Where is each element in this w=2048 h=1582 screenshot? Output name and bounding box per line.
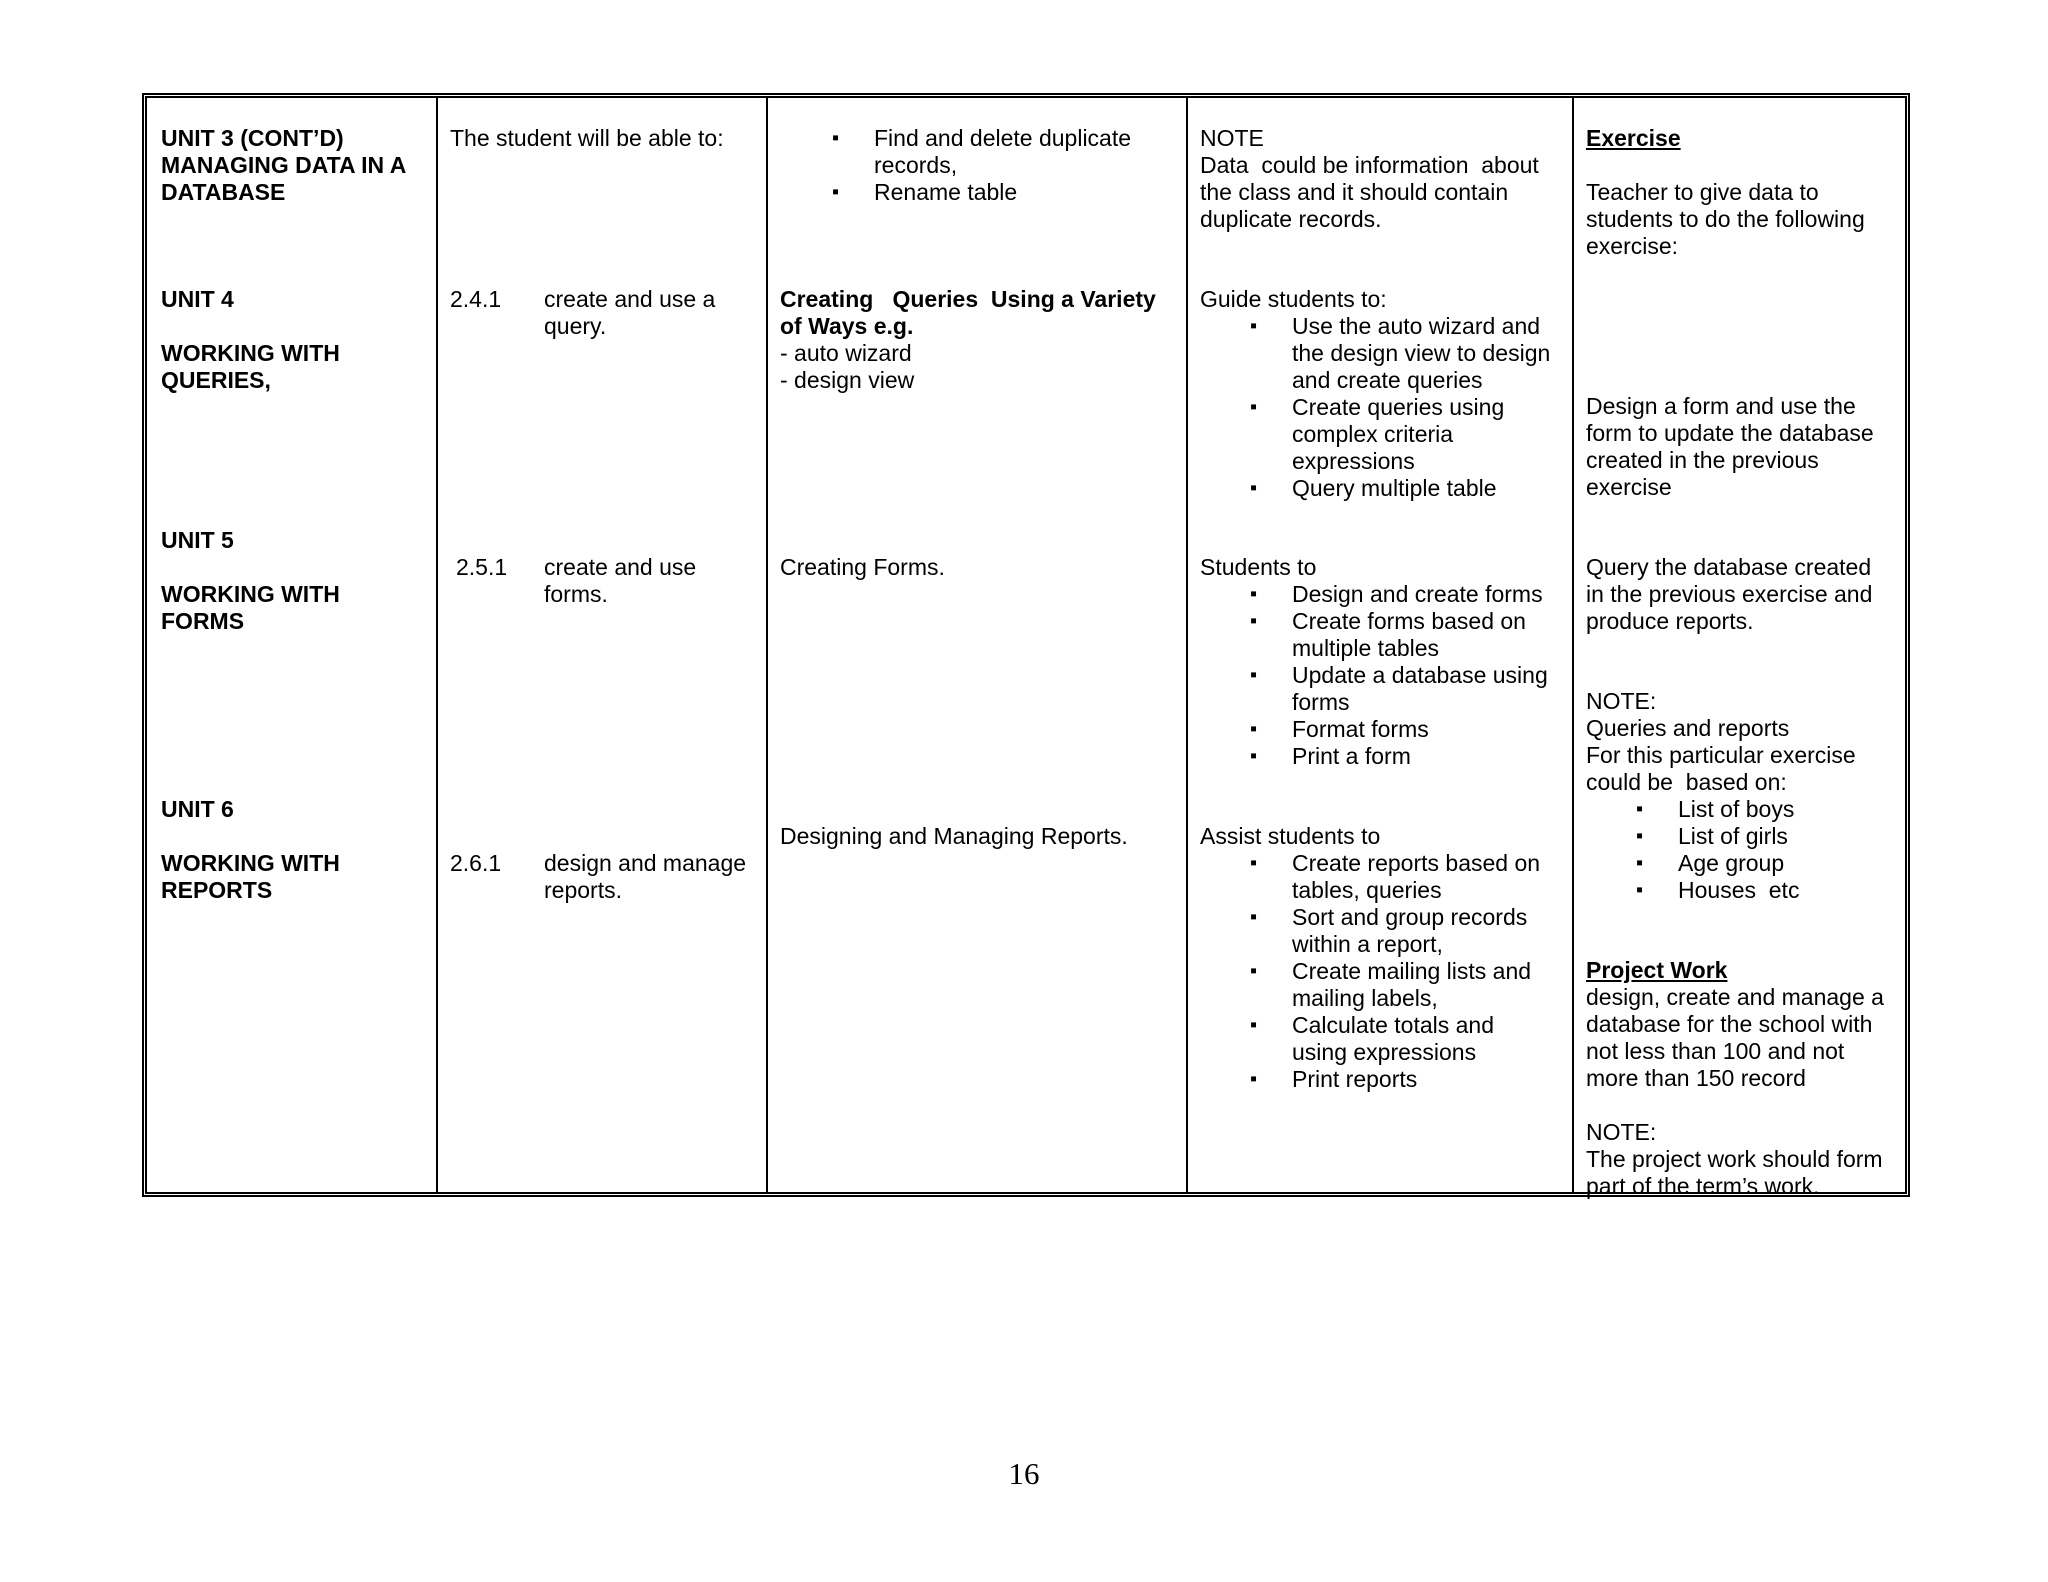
- list-item: ▪ List of girls: [1586, 823, 1908, 850]
- list-item: ▪ Age group: [1586, 850, 1908, 877]
- form-exercise: Design a form and use the form to update the database created in the previous exercise: [1586, 393, 1874, 500]
- reports-activity-block: Assist students to ▪ Create reports based on tables, queries ▪ Sort and group records within a report, ▪ Create mailing lists and mailing labels, ▪ Calculate totals and using expressions ▪ Print reports: [1200, 823, 1572, 1093]
- content-bullet-list: [780, 125, 1180, 206]
- forms-bullet-list: [1200, 581, 1572, 770]
- page-number: 16: [1008, 1456, 1040, 1491]
- forms-activity-block: Students to ▪ Design and create forms ▪ Create forms based on multiple tables ▪ Update a database using forms ▪ Format forms ▪ Print a form: [1200, 554, 1572, 770]
- project-title: Project Work: [1586, 957, 1728, 983]
- objective-2-5-1: 2.5.1 create and use forms.: [456, 554, 697, 607]
- list-item: ▪ Design and create forms: [1200, 581, 1572, 608]
- objectives-column: [450, 98, 762, 1192]
- list-item: ▪ Houses etc: [1586, 877, 1908, 904]
- units-column: [161, 98, 431, 1192]
- list-item: ▪ List of boys: [1586, 796, 1908, 823]
- unit4-heading: UNIT 4 WORKING WITH QUERIES,: [161, 286, 340, 393]
- guide-bullet-list: [1200, 313, 1572, 502]
- reports-content: Designing and Managing Reports.: [780, 823, 1128, 849]
- objective-2-4-1: 2.4.1 create and use a query.: [450, 286, 716, 339]
- syllabus-table: [142, 93, 1910, 1197]
- list-item: ▪ Create mailing lists and mailing labels,: [1200, 958, 1572, 1012]
- list-item: ▪ Update a database using forms: [1200, 662, 1572, 716]
- exercise-title: Exercise: [1586, 125, 1681, 151]
- column-divider: [1572, 98, 1574, 1192]
- column-divider: [1186, 98, 1188, 1192]
- column-divider: [436, 98, 438, 1192]
- exercise-block: Exercise Teacher to give data to students to do the following exercise:: [1586, 125, 1908, 260]
- list-item: ▪ Calculate totals and using expressions: [1200, 1012, 1572, 1066]
- note1-bullet-list: [1586, 796, 1908, 904]
- list-item: ▪ Create forms based on multiple tables: [1200, 608, 1572, 662]
- column-divider: [766, 98, 768, 1192]
- objectives-intro: The student will be able to:: [450, 125, 724, 151]
- query-exercise: Query the database created in the previous exercise and produce reports.: [1586, 554, 1873, 634]
- activities-column: [1200, 98, 1572, 1192]
- objective-2-6-1: 2.6.1 design and manage reports.: [450, 850, 747, 903]
- list-item: ▪ Print a form: [1200, 743, 1572, 770]
- guide-block: Guide students to: ▪ Use the auto wizard and the design view to design and create queries ▪ Create queries using complex criteria expressions ▪ Query multiple table: [1200, 286, 1572, 502]
- list-item: ▪ Create reports based on tables, queries: [1200, 850, 1572, 904]
- list-item: ▪ Rename table: [780, 179, 1180, 206]
- list-item: ▪ Format forms: [1200, 716, 1572, 743]
- content-column: [780, 98, 1180, 1192]
- unit3-heading: UNIT 3 (CONT’D) MANAGING DATA IN A DATABASE: [161, 125, 407, 205]
- unit6-heading: UNIT 6 WORKING WITH REPORTS: [161, 796, 340, 903]
- note1-block: NOTE: Queries and reports For this particular exercise could be based on: ▪ List of boys ▪ List of girls ▪ Age group ▪ Houses etc: [1586, 688, 1908, 904]
- list-item: ▪ Find and delete duplicate records,: [780, 125, 1180, 179]
- list-item: ▪ Create queries using complex criteria expressions: [1200, 394, 1572, 475]
- list-item: ▪ Print reports: [1200, 1066, 1572, 1093]
- list-item: ▪ Use the auto wizard and the design view to design and create queries: [1200, 313, 1572, 394]
- forms-content: Creating Forms.: [780, 554, 945, 580]
- list-item: ▪ Query multiple table: [1200, 475, 1572, 502]
- project-work-block: Project Work design, create and manage a database for the school with not less than 100 and not more than 150 record NOTE: The project work should form part of the term’s work.: [1586, 957, 1908, 1200]
- exercises-column: [1586, 98, 1908, 1199]
- list-item: ▪ Sort and group records within a report,: [1200, 904, 1572, 958]
- queries-content: Creating Queries Using a Variety of Ways e.g. - auto wizard - design view: [780, 286, 1156, 393]
- reports-bullet-list: [1200, 850, 1572, 1093]
- note-block: NOTE Data could be information about the class and it should contain duplicate records.: [1200, 125, 1539, 232]
- unit5-heading: UNIT 5 WORKING WITH FORMS: [161, 527, 340, 634]
